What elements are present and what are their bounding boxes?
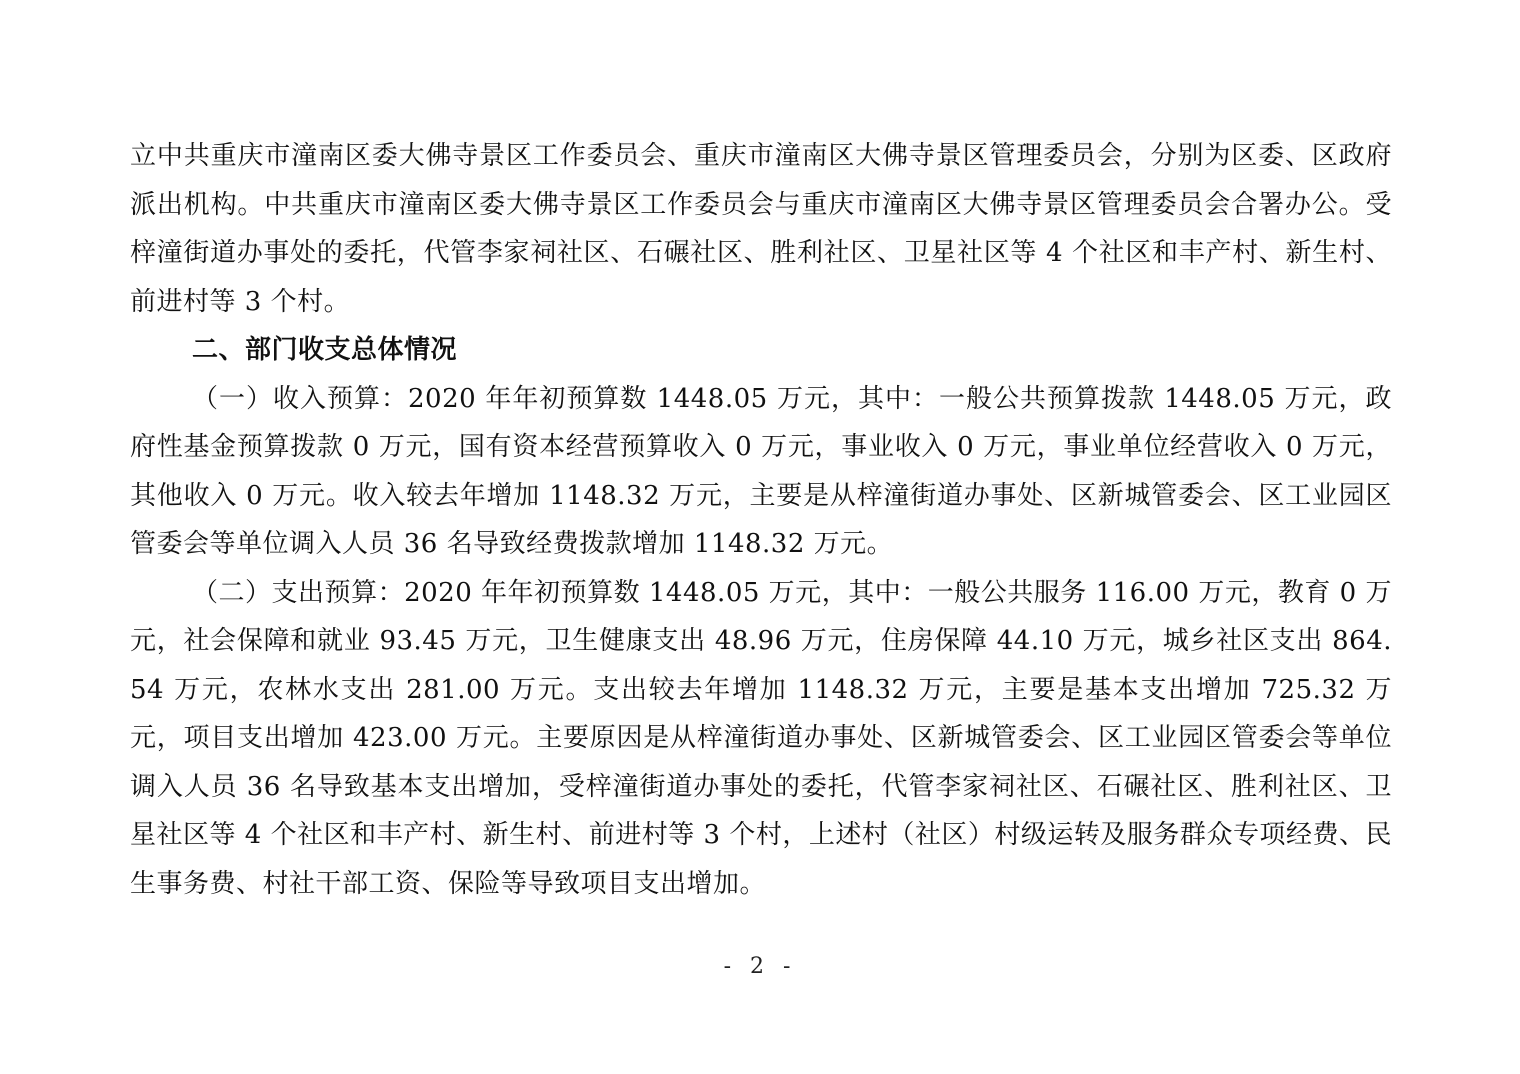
income-budget-paragraph: （一）收入预算：2020 年年初预算数 1448.05 万元，其中：一般公共预算拨款 1448.05 万元，政府性基金预算拨款 0 万元，国有资本经营预算收入 0 万元，事业收入 0 万元，事业单位经营收入 0 万元，其他收入 0 万元。收入较去年增加 1148.32 万元，主要是从梓潼街道办事处、区新城管委会、区工业园区管委会等单位调入人员 36 名导致经费拨款增加 1148.32 万元。 [130, 383, 1392, 559]
page-number: - 2 - [723, 954, 797, 979]
section-heading: 二、部门收支总体情况 [192, 335, 458, 365]
intro-continuation-paragraph: 立中共重庆市潼南区委大佛寺景区工作委员会、重庆市潼南区大佛寺景区管理委员会，分别为区委、区政府派出机构。中共重庆市潼南区委大佛寺景区工作委员会与重庆市潼南区大佛寺景区管理委员会合署办公。受梓潼街道办事处的委托，代管李家祠社区、石碾社区、胜利社区、卫星社区等 4 个社区和丰产村、新生村、前进村等 3 个村。 [130, 141, 1392, 317]
expenditure-budget-paragraph: （二）支出预算：2020 年年初预算数 1448.05 万元，其中：一般公共服务 116.00 万元，教育 0 万元，社会保障和就业 93.45 万元，卫生健康支出 48.96 万元，住房保障 44.10 万元，城乡社区支出 864.54 万元，农林水支出 281.00 万元。支出较去年增加 1148.32 万元，主要是基本支出增加 725.32 万元，项目支出增加 423.00 万元。主要原因是从梓潼街道办事处、区新城管委会、区工业园区管委会等单位调入人员 36 名导致基本支出增加，受梓潼街道办事处的委托，代管李家祠社区、石碾社区、胜利社区、卫星社区等 4 个社区和丰产村、新生村、前进村等 3 个村，上述村（社区）村级运转及服务群众专项经费、民生事务费、村社干部工资、保险等导致项目支出增加。 [130, 577, 1392, 899]
document-body [130, 132, 1392, 908]
